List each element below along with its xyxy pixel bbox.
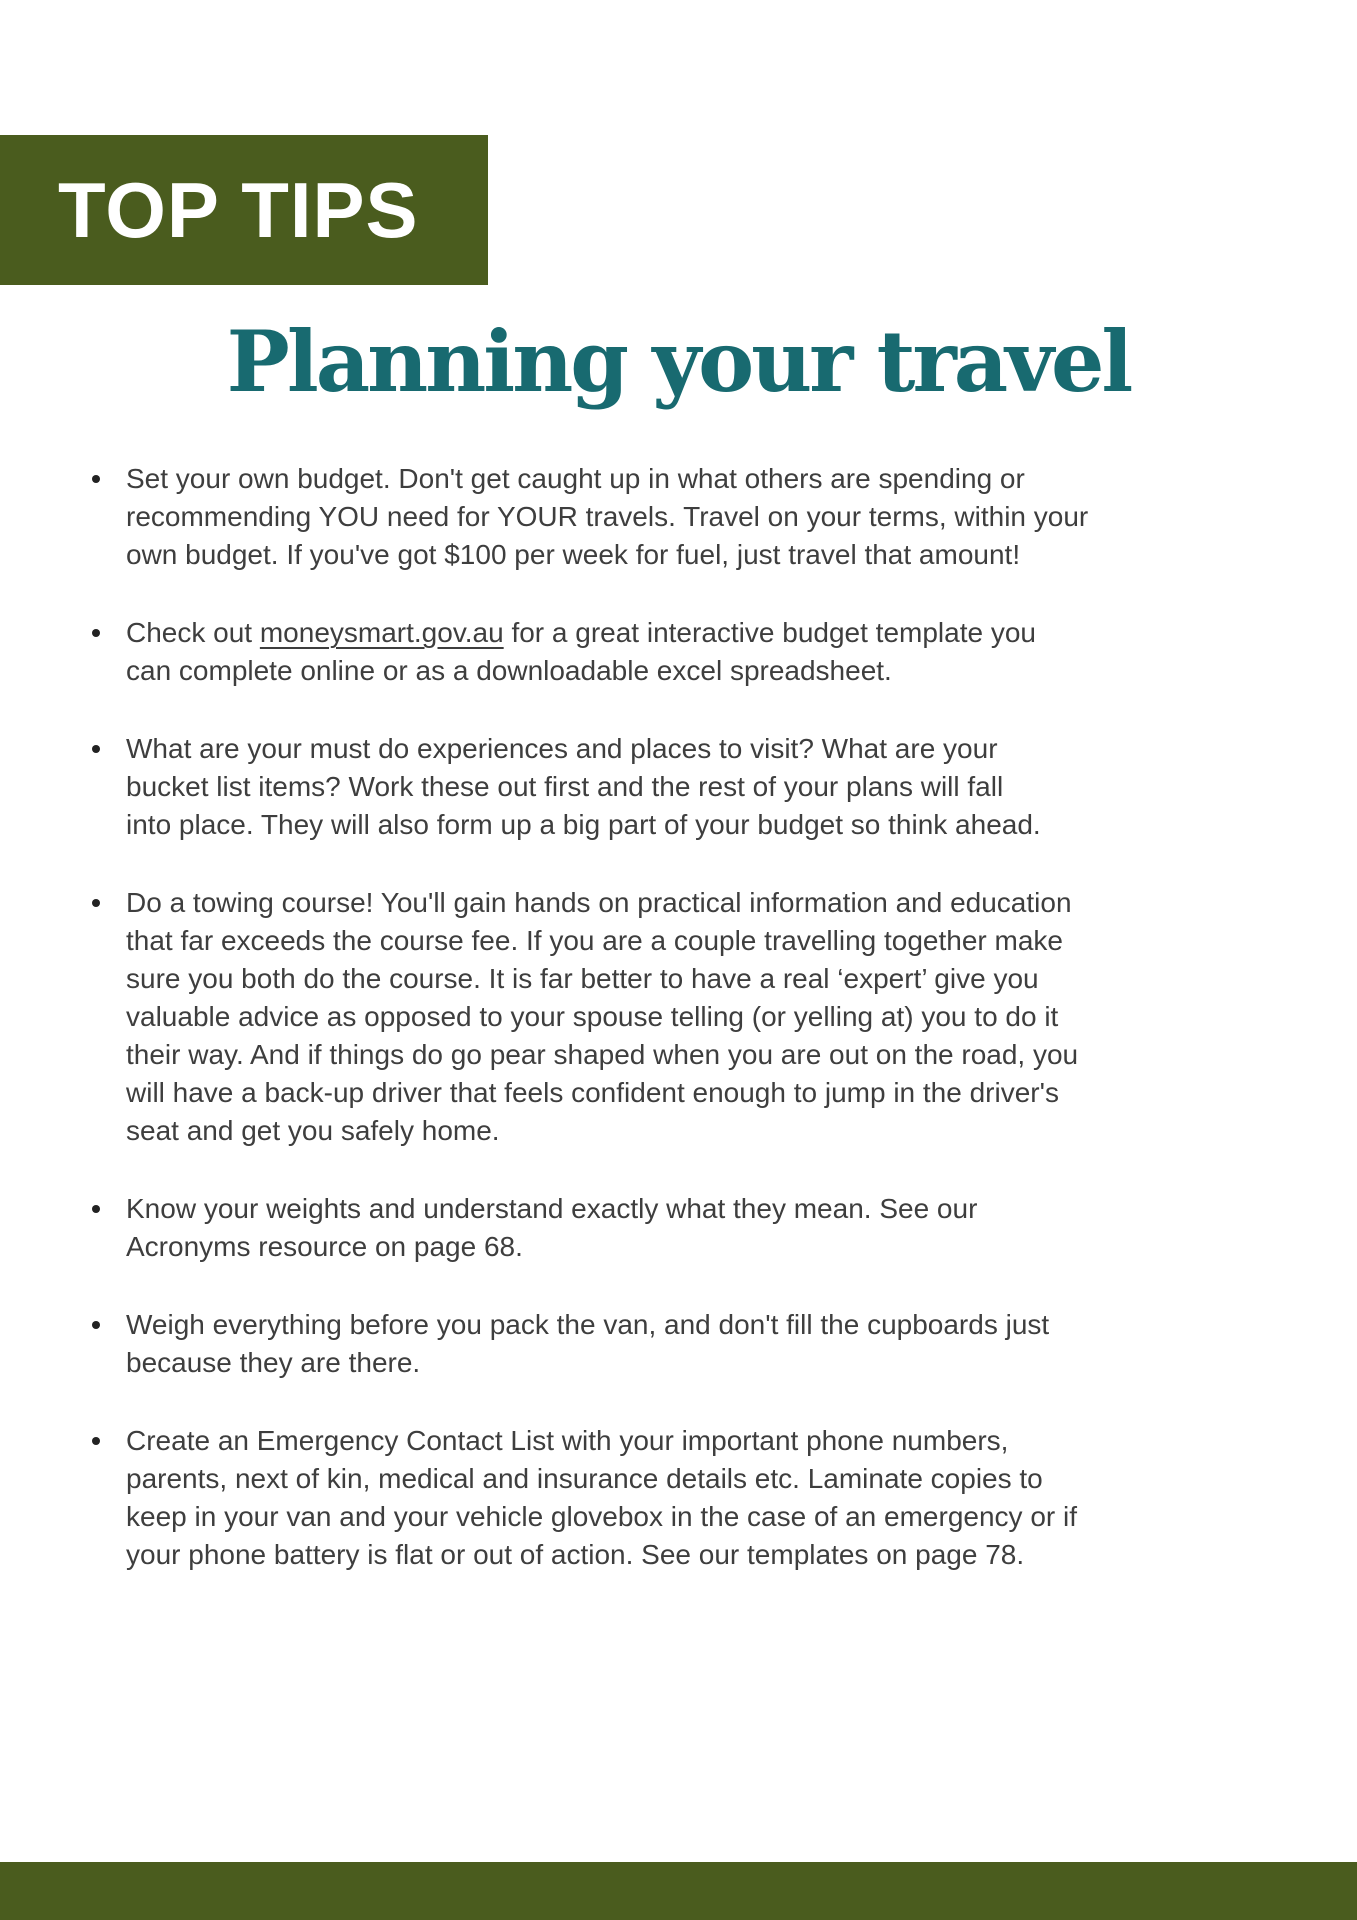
tip-line: bucket list items? Work these out first and the rest of your plans will fall <box>126 771 1004 802</box>
tip-item <box>90 730 1307 844</box>
bullet-icon <box>92 745 100 753</box>
tip-line: into place. They will also form up a big part of your budget so think ahead. <box>126 809 1041 840</box>
moneysmart-link[interactable]: moneysmart.gov.au <box>259 617 504 648</box>
tip-line: that far exceeds the course fee. If you are a couple travelling together make <box>126 925 1063 956</box>
bullet-icon <box>92 1321 100 1329</box>
page-title: Planning your travel <box>226 312 1131 411</box>
bullet-icon <box>92 1205 100 1213</box>
tip-item <box>90 614 1307 690</box>
tip-line-segment: Check out <box>126 617 260 648</box>
tip-line: Weigh everything before you pack the van, and don't fill the cupboards just <box>126 1309 1050 1340</box>
tip-line: seat and get you safely home. <box>126 1115 500 1146</box>
tips-content <box>90 460 1307 1614</box>
tips-list <box>90 460 1307 1574</box>
tip-text <box>126 884 1307 1150</box>
bullet-icon <box>92 899 100 907</box>
tip-text <box>126 614 1307 690</box>
tip-line-segment: for a great interactive budget template you <box>503 617 1036 648</box>
footer-bar <box>0 1862 1357 1920</box>
tip-line: Know your weights and understand exactly what they mean. See our <box>126 1193 978 1224</box>
top-tips-banner <box>0 135 488 285</box>
tip-line: will have a back-up driver that feels confident enough to jump in the driver's <box>126 1077 1059 1108</box>
tip-item <box>90 1190 1307 1266</box>
tip-text <box>126 1422 1307 1574</box>
tip-line <box>126 614 1307 652</box>
tip-line: because they are there. <box>126 1347 421 1378</box>
tip-line: recommending YOU need for YOUR travels. Travel on your terms, within your <box>126 501 1089 532</box>
tip-text <box>126 730 1307 844</box>
bullet-icon <box>92 475 100 483</box>
tip-item <box>90 460 1307 574</box>
tip-item <box>90 884 1307 1150</box>
tip-line: parents, next of kin, medical and insurance details etc. Laminate copies to <box>126 1463 1043 1494</box>
bullet-icon <box>92 629 100 637</box>
tip-line: can complete online or as a downloadable excel spreadsheet. <box>126 655 892 686</box>
banner-label: TOP TIPS <box>58 166 419 254</box>
tip-line: own budget. If you've got $100 per week for fuel, just travel that amount! <box>126 539 1021 570</box>
tip-line: Create an Emergency Contact List with your important phone numbers, <box>126 1425 1009 1456</box>
tip-text <box>126 1306 1307 1382</box>
tip-text <box>126 1190 1307 1266</box>
tip-line: valuable advice as opposed to your spouse telling (or yelling at) you to do it <box>126 1001 1059 1032</box>
tip-item <box>90 1422 1307 1574</box>
tip-line: their way. And if things do go pear shaped when you are out on the road, you <box>126 1039 1079 1070</box>
tip-line: your phone battery is flat or out of action. See our templates on page 78. <box>126 1539 1025 1570</box>
tip-line: keep in your van and your vehicle glovebox in the case of an emergency or if <box>126 1501 1078 1532</box>
bullet-icon <box>92 1437 100 1445</box>
tip-line: Do a towing course! You'll gain hands on practical information and education <box>126 887 1072 918</box>
tip-item <box>90 1306 1307 1382</box>
tip-line: What are your must do experiences and places to visit? What are your <box>126 733 998 764</box>
tip-text <box>126 460 1307 574</box>
tip-line: Acronyms resource on page 68. <box>126 1231 523 1262</box>
tip-line: Set your own budget. Don't get caught up in what others are spending or <box>126 463 1025 494</box>
tip-line: sure you both do the course. It is far better to have a real ‘expert’ give you <box>126 963 1039 994</box>
